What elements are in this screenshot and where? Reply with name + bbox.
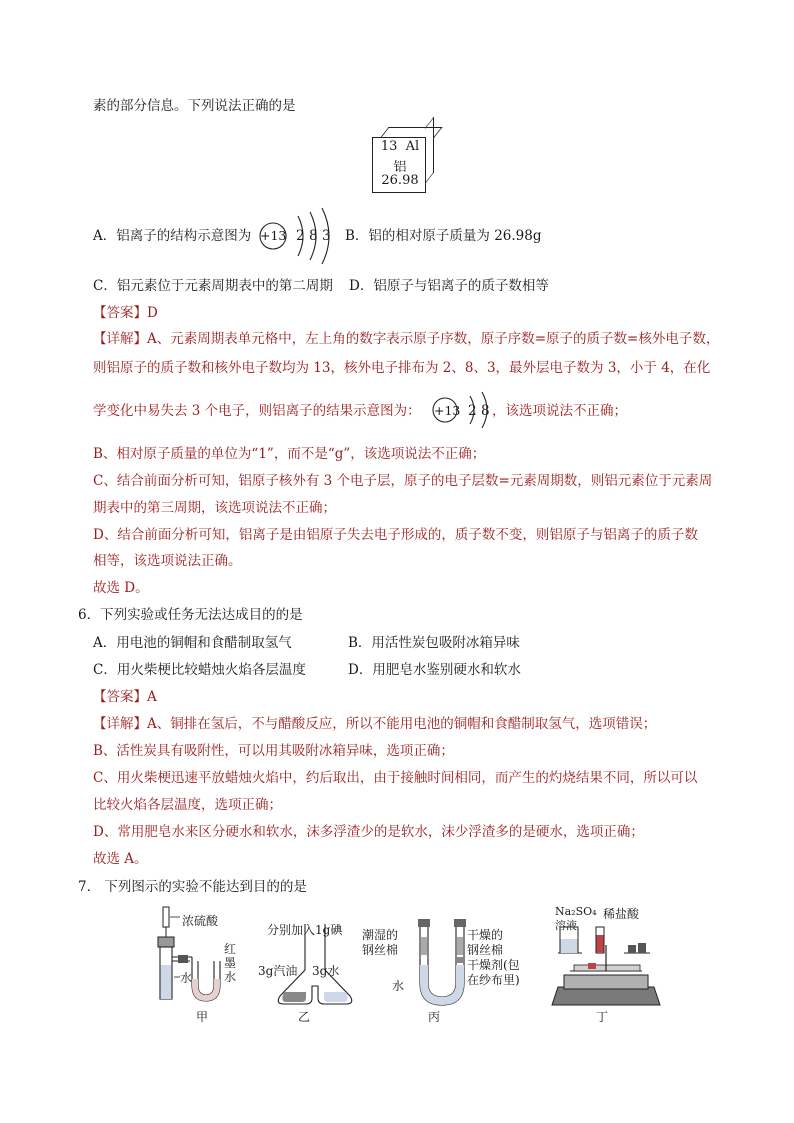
q6-explain-c2: 比较火焰各层温度，选项正确； bbox=[93, 797, 282, 813]
answer-value: A bbox=[147, 689, 157, 705]
q5-explain-line-1 bbox=[93, 330, 719, 348]
fig-yi-right-label: 3g水 bbox=[312, 964, 340, 978]
ion-shell-1: 2 bbox=[296, 228, 305, 244]
element-number: 13 bbox=[380, 139, 398, 154]
q6-answer bbox=[93, 688, 157, 706]
explain-text: A、铜排在氢后，不与醋酸反应，所以不能用电池的铜帽和食醋制取氢气，选项错误； bbox=[147, 716, 657, 732]
q6-option-a: A．用电池的铜帽和食醋制取氢气 bbox=[93, 635, 292, 651]
fig-yi-label: 乙 bbox=[298, 1010, 311, 1024]
fig-jia-label: 甲 bbox=[196, 1010, 209, 1024]
fig-bing-right-label bbox=[467, 928, 520, 988]
fig-bing-label: 丙 bbox=[428, 1010, 441, 1024]
fig-jia-ink-label bbox=[224, 942, 236, 984]
fig-yi-left-label: 3g汽油 bbox=[258, 964, 298, 978]
fig-ding-salt-label bbox=[555, 905, 597, 933]
right-label-1: 干燥的 bbox=[467, 928, 504, 942]
answer-label: 【答案】 bbox=[93, 305, 147, 321]
q5-explain-line-3-post: ，该选项说法不正确； bbox=[492, 403, 627, 419]
ion2-nucleus-label: +13 bbox=[434, 403, 461, 418]
ink-char-2: 墨 bbox=[224, 956, 237, 970]
right-label-3: 干燥剂(包 bbox=[467, 958, 520, 972]
element-symbol: Al bbox=[405, 139, 420, 154]
q6-explain-d: D、常用肥皂水来区分硬水和软水，沫多浮渣少的是软水，沫少浮渣多的是硬水，选项正确； bbox=[93, 824, 644, 840]
element-name: 铝 bbox=[393, 160, 407, 175]
q5-option-b: B．铝的相对原子质量为 26.98g bbox=[345, 228, 542, 244]
q5-explain-d1: D、结合前面分析可知，铝离子是由铝原子失去电子形成的，质子数不变，则铝原子与铝离子的质子数 bbox=[93, 527, 698, 543]
answer-label: 【答案】 bbox=[93, 689, 147, 705]
intro-text: 素的部分信息。下列说法正确的是 bbox=[93, 98, 296, 114]
ion2-shell-2: 8 bbox=[481, 403, 490, 419]
fig-jia-acid-label: 浓硫酸 bbox=[182, 914, 219, 928]
ion-shell-2: 8 bbox=[309, 228, 318, 244]
fig-jia-water-label: 水 bbox=[180, 971, 193, 985]
explain-text: A、元素周期表单元格中，左上角的数字表示原子序数，原子序数=原子的质子数=核外电子数， bbox=[147, 331, 720, 347]
fig-ding-label: 丁 bbox=[596, 1010, 609, 1024]
q5-option-a: A．铝离子的结构示意图为 bbox=[93, 228, 252, 244]
fig-bing-left-label bbox=[362, 928, 398, 958]
q5-answer bbox=[93, 304, 158, 322]
q5-explain-c1: C、结合前面分析可知，铝原子核外有 3 个电子层，原子的电子层数=元素周期数，则铝元素位于元素周 bbox=[93, 473, 713, 489]
q7-stem: 7． 下列图示的实验不能达到目的的是 bbox=[78, 879, 307, 895]
salt-solution: 溶液 bbox=[555, 919, 577, 932]
ion2-shell-1: 2 bbox=[468, 403, 477, 419]
fig-bing-water-label: 水 bbox=[392, 979, 405, 993]
q6-final: 故选 A。 bbox=[93, 851, 148, 867]
q5-option-c: C．铝元素位于元素周期表中的第二周期 bbox=[93, 278, 333, 294]
salt-formula: Na₂SO₄ bbox=[555, 905, 597, 918]
q5-final: 故选 D。 bbox=[93, 580, 149, 596]
right-label-4: 在纱布里) bbox=[467, 973, 520, 987]
fig-yi-top-label: 分别加入1g碘 bbox=[267, 923, 343, 937]
q6-explain-b: B、活性炭具有吸附性，可以用其吸附冰箱异味，选项正确； bbox=[93, 743, 454, 759]
q6-option-d: D．用肥皂水鉴别硬水和软水 bbox=[348, 662, 521, 678]
element-card-header bbox=[374, 139, 426, 154]
q5-option-d: D．铝原子与铝离子的质子数相等 bbox=[349, 278, 549, 294]
explain-label: 【详解】 bbox=[93, 716, 147, 732]
element-mass: 26.98 bbox=[381, 173, 419, 188]
q5-explain-line-2: 则铝原子的质子数和核外电子数均为 13，核外电子排布为 2、8、3，最外层电子数为 3，小于 4，在化 bbox=[93, 360, 711, 376]
answer-value: D bbox=[147, 305, 158, 321]
left-label-1: 潮湿的 bbox=[362, 928, 399, 942]
ink-char-3: 水 bbox=[224, 970, 237, 984]
q6-option-b: B．用活性炭包吸附冰箱异味 bbox=[348, 635, 520, 651]
fig-ding-acid-label: 稀盐酸 bbox=[603, 907, 640, 921]
right-label-2: 钢丝棉 bbox=[467, 943, 504, 957]
element-card-side bbox=[425, 116, 434, 184]
ion-shell-3: 3 bbox=[322, 228, 331, 244]
q6-explain-c1: C、用火柴梗迅速平放蜡烛火焰中，约后取出，由于接触时间相同，而产生的灼烧结果不同，所以可以 bbox=[93, 770, 698, 786]
q6-option-c: C．用火柴梗比较蜡烛火焰各层温度 bbox=[93, 662, 306, 678]
q6-stem: 6．下列实验或任务无法达成目的的是 bbox=[78, 607, 303, 623]
q5-explain-d2: 相等，该选项说法正确。 bbox=[93, 553, 242, 569]
left-label-2: 钢丝棉 bbox=[362, 943, 399, 957]
ion-nucleus-label: +13 bbox=[260, 228, 287, 243]
q5-explain-line-3-pre: 学变化中易失去 3 个电子，则铝离子的结果示意图为： bbox=[93, 403, 421, 419]
ink-char-1: 红 bbox=[224, 942, 237, 956]
q5-explain-c2: 期表中的第三周期，该选项说法不正确； bbox=[93, 500, 336, 516]
q6-explain-line-1 bbox=[93, 715, 656, 733]
explain-label: 【详解】 bbox=[93, 331, 147, 347]
q5-explain-b: B、相对原子质量的单位为“1”，而不是“g”，该选项说法不正确； bbox=[93, 446, 486, 462]
